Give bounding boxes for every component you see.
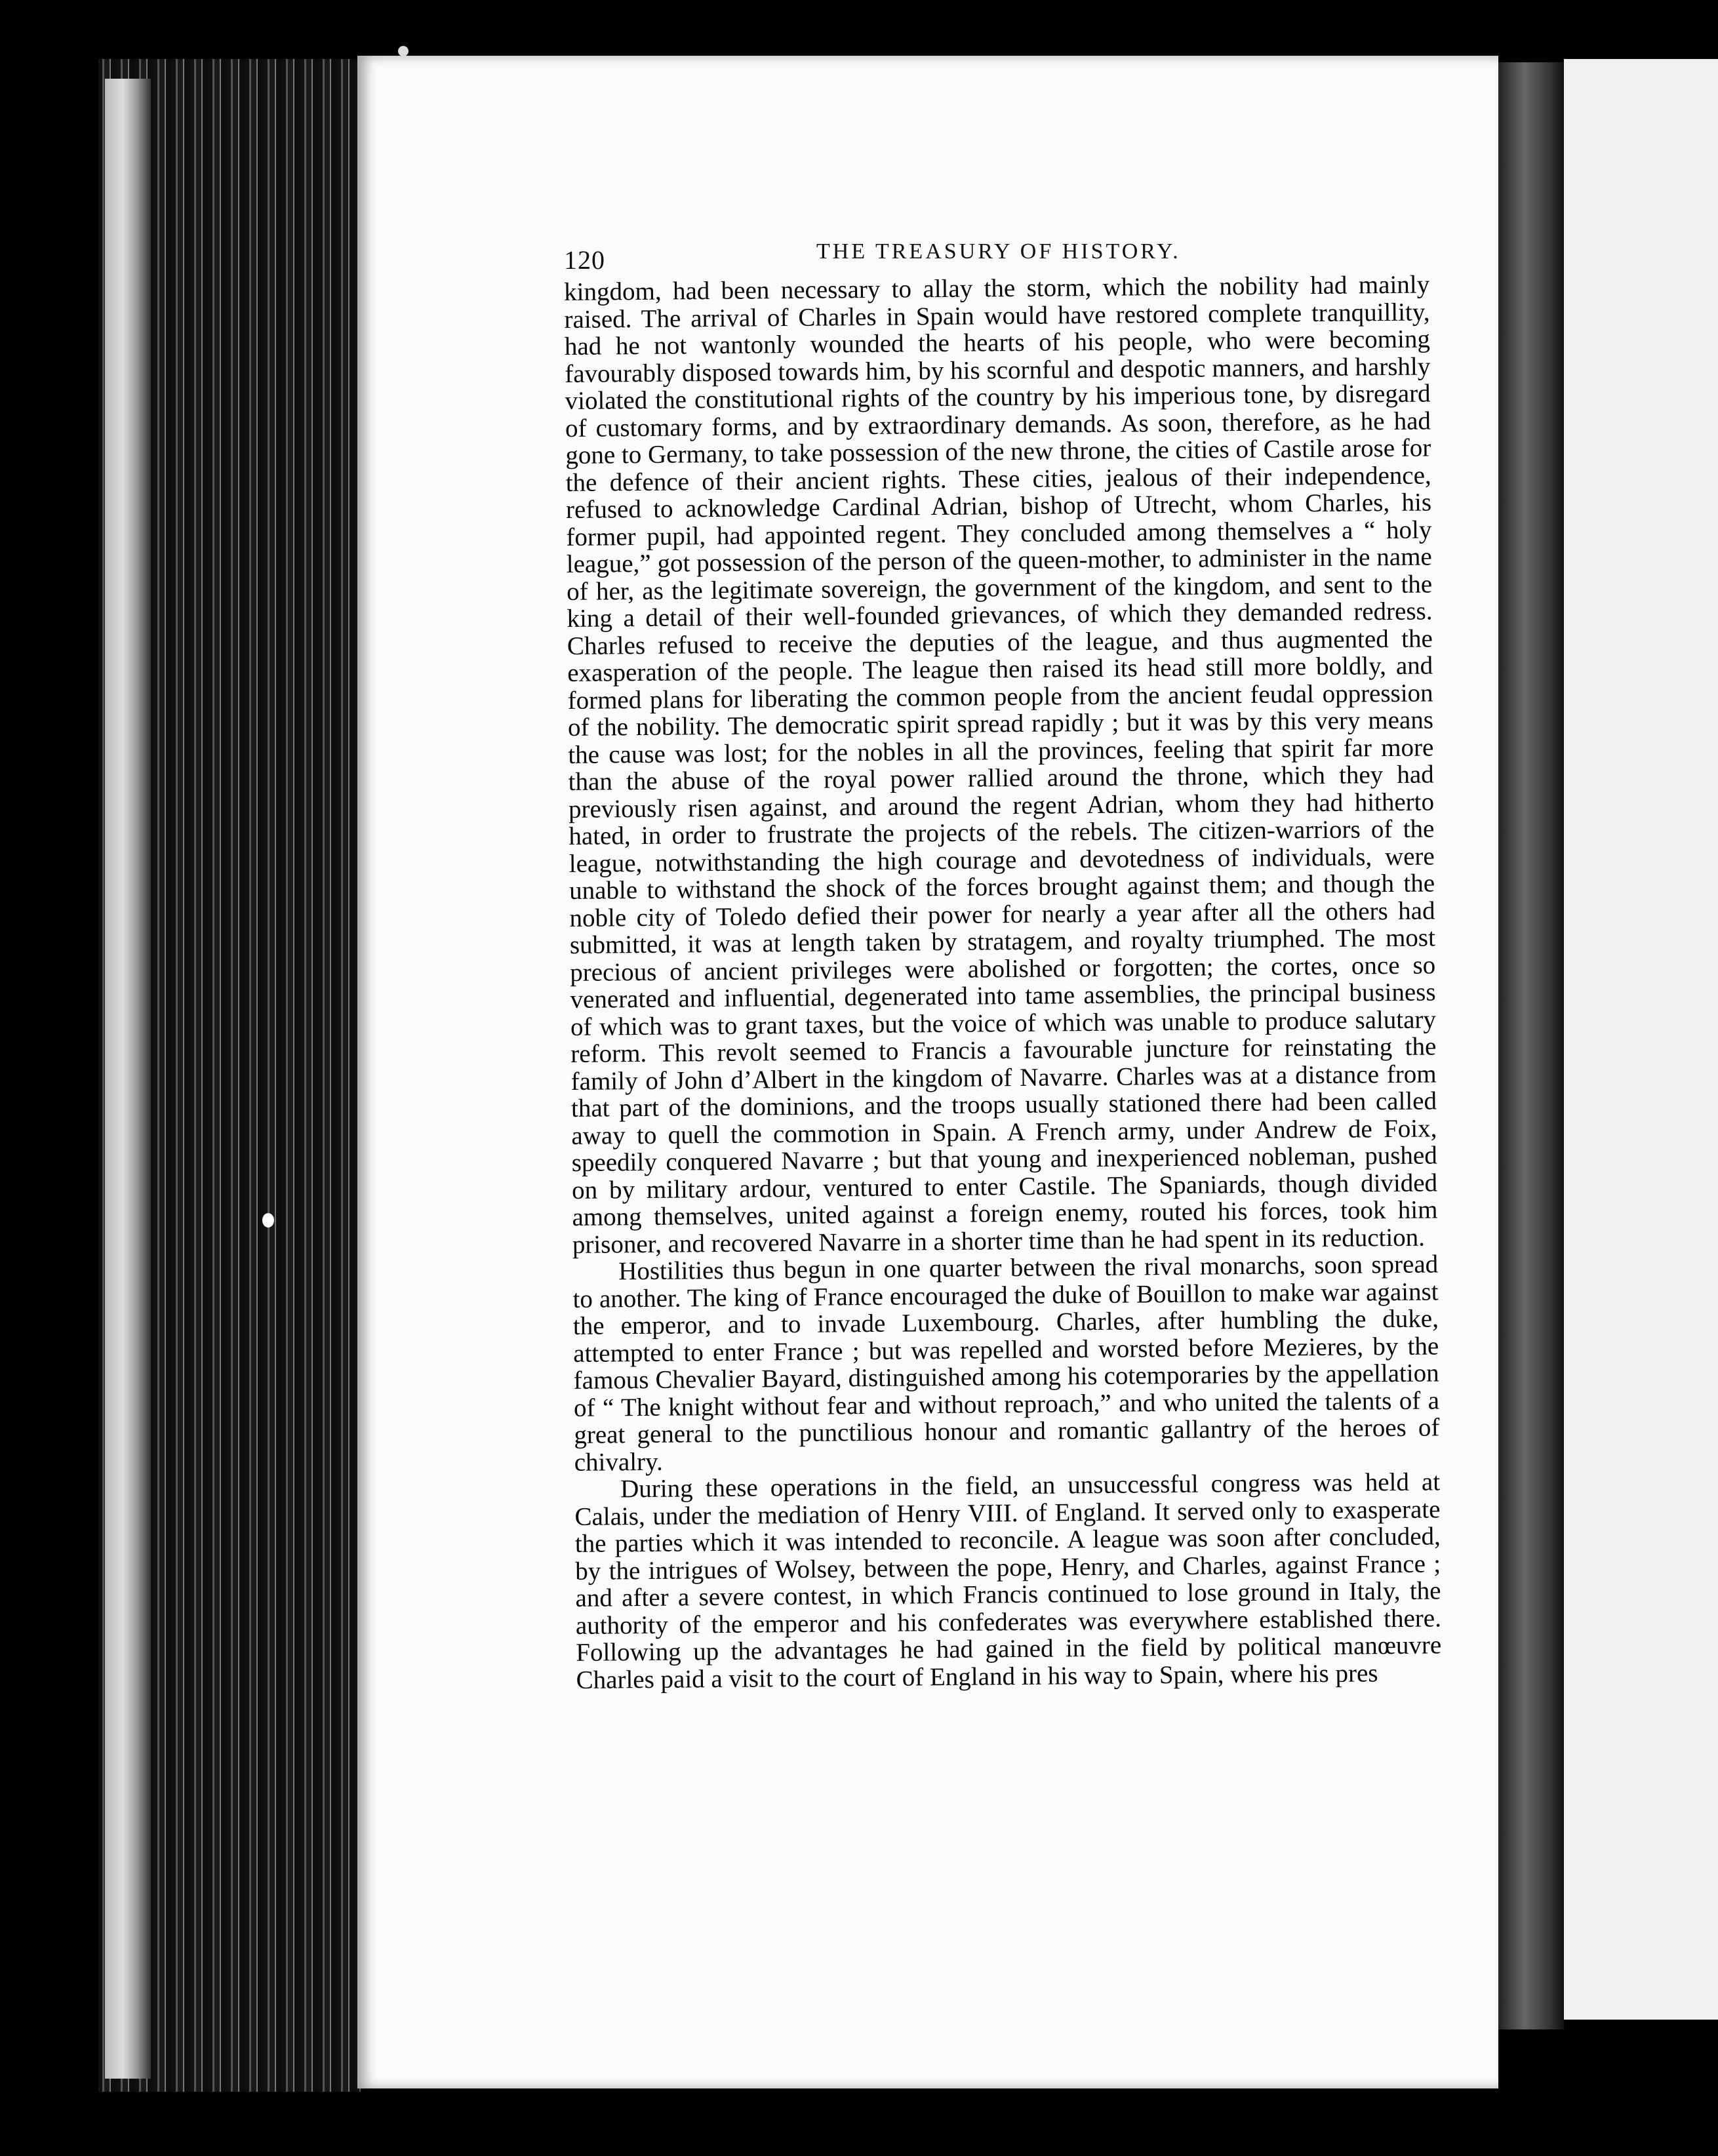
right-page-edge: [1498, 62, 1564, 2029]
left-page-edge-highlight: [105, 79, 151, 2079]
facing-page: [1564, 59, 1718, 2020]
running-head: [564, 233, 1429, 275]
scan-speck: [262, 1213, 274, 1228]
body-text: [564, 271, 1442, 1693]
running-head-title: THE TREASURY OF HISTORY.: [816, 239, 1181, 264]
page-number: 120: [564, 245, 605, 275]
paragraph-1: kingdom, had been necessary to allay the storm, which the nobility had mainly raised. The arrival of Charles in Spain would have restored complete tranquillity, had he not wantonly wounded the hearts of his people, who were becoming favourably disposed towards him, by his scornful and despotic manners, and harshly violated the constitutional rights of the country by his imperious tone, by disregard of customary forms, and by extraordinary demands. As soon, therefore, as he had gone to Germany, to take possession of the new throne, the cities of Castile arose for the defence of their ancient rights. These cities, jealous of their independence, refused to acknowledge Cardinal Adrian, bishop of Utrecht, whom Charles, his former pupil, had appointed regent. They concluded among themselves a “ holy league,” got possession of the person of the queen-mother, to administer in the name of her, as the legitimate sovereign, the government of the kingdom, and sent to the king a detail of their well-founded grievances, of which they demanded redress. Charles refused to receive the deputies of the league, and thus augmented the exasperation of the people. The league then raised its head still more boldly, and formed plans for liberating the common people from the ancient feudal oppression of the nobility. The democratic spirit spread rapidly ; but it was by this very means the cause was lost; for the nobles in all the provinces, feeling that spirit far more than the abuse of the royal power rallied around the throne, which they had previously risen against, and around the regent Adrian, whom they had hitherto hated, in order to frustrate the projects of the rebels. The citizen-warriors of the league, notwithstanding the high courage and devotedness of individuals, were unable to withstand the shock of the forces brought against them; and though the noble city of Toledo defied their power for nearly a year after all the others had submitted, it was at length taken by stratagem, and royalty triumphed. The most precious of ancient privileges were abolished or forgotten; the cortes, once so venerated and influential, degenerated into tame assemblies, the principal business of which was to grant taxes, but the voice of which was unable to produce salutary reform. This revolt seemed to Francis a favourable juncture for reinstating the family of John d’Albert in the kingdom of Navarre. Charles was at a distance from that part of the dominions, and the troops usually stationed there had been called away to quell the commotion in Spain. A French army, under Andrew de Foix, speedily conquered Navarre ; but that young and inexperienced nobleman, pushed on by military ardour, ventured to enter Castile. The Spaniards, though divided among themselves, united against a foreign enemy, routed his forces, took him prisoner, and recovered Navarre in a shorter time than he had spent in its reduction.: [563, 270, 1438, 1259]
paragraph-3: During these operations in the field, an unsuccessful congress was held at Calais, under the mediation of Henry VIII. of England. It served only to exasperate the parties which it was intended to reconcile. A league was soon after concluded, by the intrigues of Wolsey, between the pope, Henry, and Charles, against France ; and after a severe contest, in which Francis continued to lose ground in Italy, the authority of the emperor and his confederates was everywhere established there. Following up the advantages he had gained in the field by political manœuvre Charles paid a visit to the court of England in his way to Spain, where his pres: [574, 1467, 1442, 1694]
scan-speck: [398, 46, 409, 56]
paragraph-2: Hostilities thus begun in one quarter between the rival monarchs, soon spread to another. The king of France encouraged the duke of Bouillon to make war against the emperor, and to invade Luxembourg. Charles, after humbling the duke, attempted to enter France ; but was repelled and worsted before Mezieres, by the famous Chevalier Bayard, distinguished among his cotemporaries by the appellation of “ The knight without fear and without reproach,” and who united the talents of a great general to the punctilious honour and romantic gallantry of the heroes of chivalry.: [572, 1250, 1440, 1477]
